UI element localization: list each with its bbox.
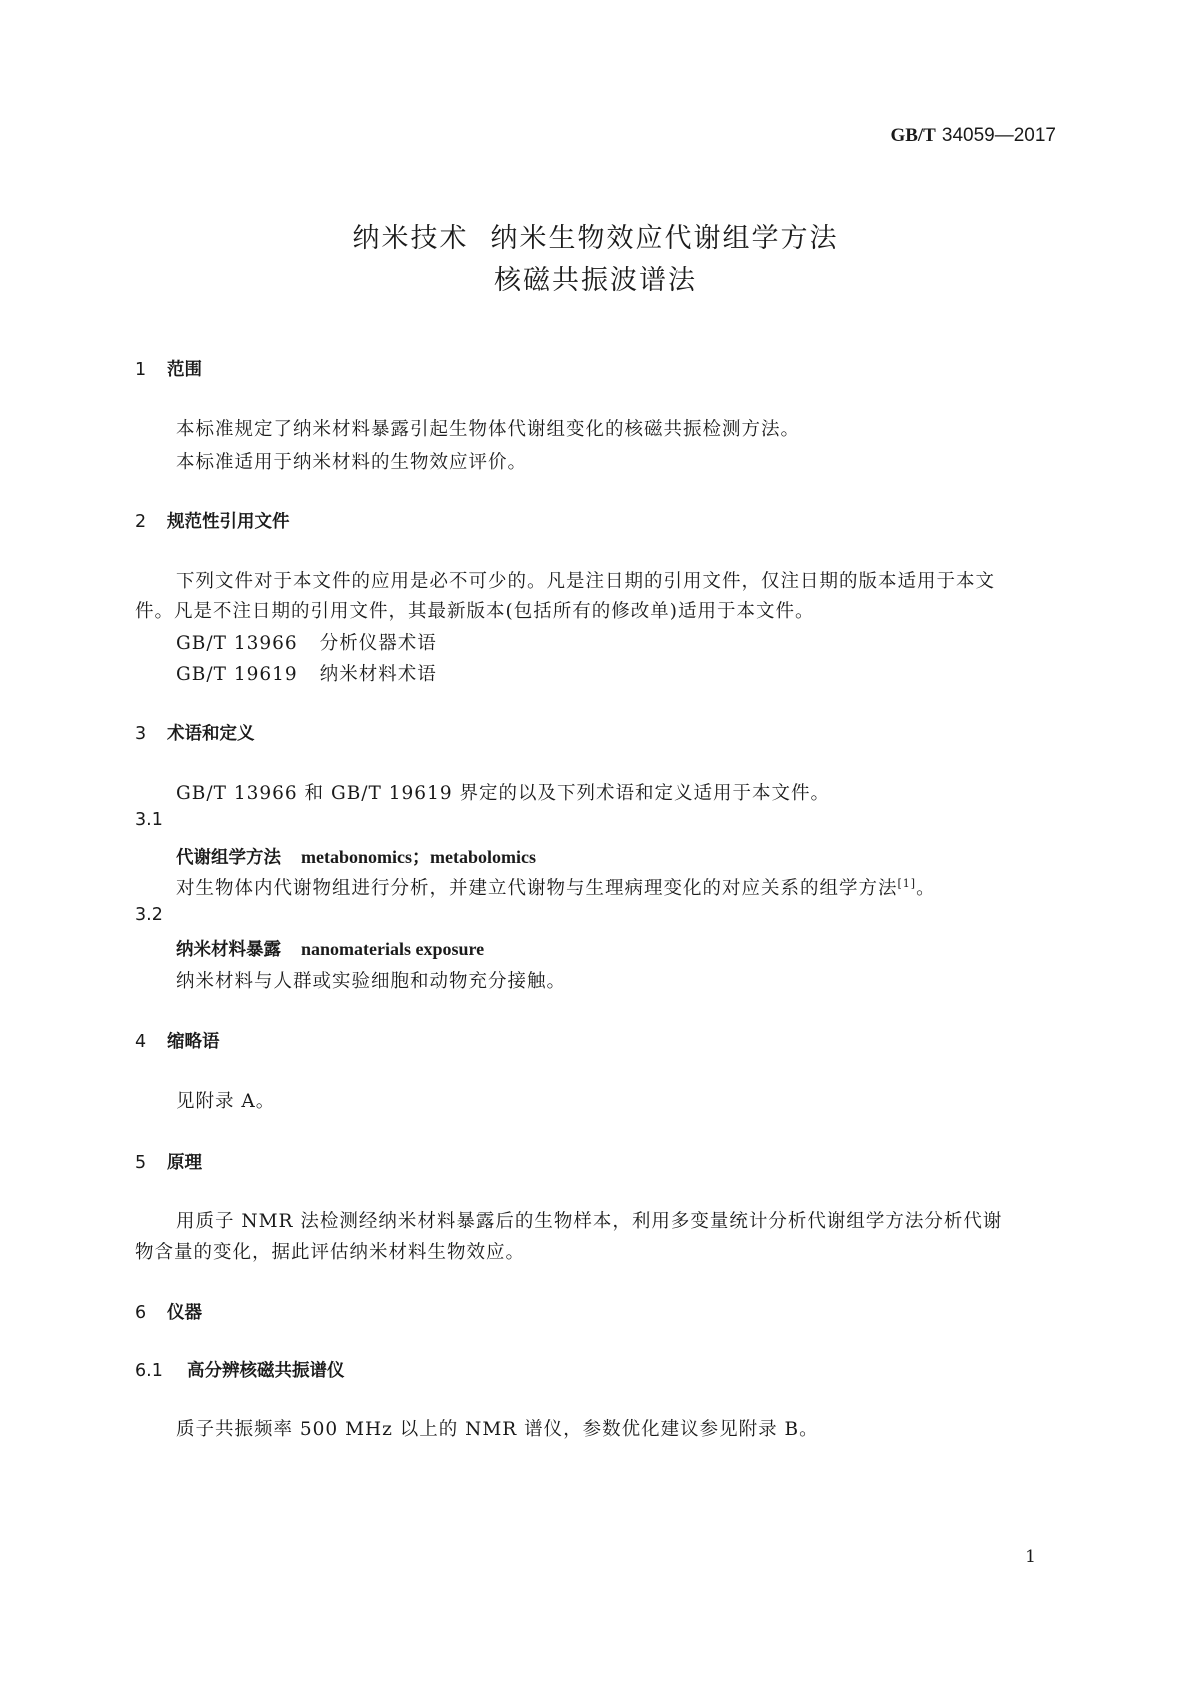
section-4-heading (135, 1028, 220, 1053)
section-1-para-1: 本标准规定了纳米材料暴露引起生物体代谢组变化的核磁共振检测方法。 (176, 419, 801, 440)
section-title: 原理 (167, 1153, 202, 1173)
term-3-2-definition: 纳米材料与人群或实验细胞和动物充分接触。 (176, 971, 567, 992)
section-1-para-2: 本标准适用于纳米材料的生物效应评价。 (176, 452, 528, 473)
section-number: 6 (135, 1303, 147, 1323)
section-number: 2 (135, 512, 147, 532)
term-cn: 纳米材料暴露 (176, 940, 281, 960)
section-title: 缩略语 (167, 1032, 220, 1052)
page-number: 1 (1025, 1547, 1036, 1567)
term-3-1-number: 3.1 (135, 810, 163, 830)
section-title: 规范性引用文件 (167, 512, 290, 532)
document-title-line1 (0, 216, 1191, 255)
section-number: 1 (135, 360, 147, 380)
section-3-heading (135, 720, 255, 745)
reference-item (176, 660, 437, 686)
term-3-2-number: 3.2 (135, 905, 163, 925)
term-3-1-definition (176, 874, 936, 900)
section-5-heading (135, 1149, 202, 1174)
title-part1: 纳米技术 (352, 223, 469, 254)
section-title: 范围 (167, 360, 202, 380)
term-3-1-title (176, 843, 536, 869)
subsection-title: 高分辨核磁共振谱仪 (187, 1361, 345, 1381)
document-title-line2: 核磁共振波谱法 (494, 265, 697, 296)
title-part2: 纳米生物效应代谢组学方法 (490, 223, 839, 254)
section-2-heading (135, 508, 290, 533)
section-title: 仪器 (167, 1303, 202, 1323)
section-number: 4 (135, 1032, 147, 1052)
citation-ref: [1] (897, 876, 917, 890)
reference-item (176, 629, 437, 655)
reference-name: 分析仪器术语 (319, 633, 437, 654)
section-3-para-1: GB/T 13966 和 GB/T 19619 界定的以及下列术语和定义适用于本文件。 (176, 783, 830, 804)
reference-code: GB/T 13966 (176, 633, 298, 654)
subsection-number: 6.1 (135, 1361, 163, 1381)
term-def: 对生物体内代谢物组进行分析，并建立代谢物与生理病理变化的对应关系的组学方法 (176, 878, 898, 899)
section-6-para-1: 质子共振频率 500 MHz 以上的 NMR 谱仪，参数优化建议参见附录 B。 (176, 1419, 819, 1440)
term-en: nanomaterials exposure (301, 939, 485, 959)
standard-code-prefix: GB/T (890, 125, 936, 146)
reference-name: 纳米材料术语 (319, 664, 437, 685)
section-4-para-1: 见附录 A。 (176, 1091, 276, 1112)
reference-code: GB/T 19619 (176, 664, 298, 685)
section-2-para-line-1: 下列文件对于本文件的应用是必不可少的。凡是注日期的引用文件，仅注日期的版本适用于本文 (176, 571, 996, 592)
section-1-heading (135, 356, 202, 381)
term-3-2-title (176, 936, 484, 961)
section-2-para-line-2: 件。凡是不注日期的引用文件，其最新版本(包括所有的修改单)适用于本文件。 (135, 601, 815, 622)
section-number: 3 (135, 724, 147, 744)
section-5-para-line-1: 用质子 NMR 法检测经纳米材料暴露后的生物样本，利用多变量统计分析代谢组学方法分析代谢 (176, 1211, 1003, 1232)
subsection-6-1-heading (135, 1357, 345, 1382)
section-number: 5 (135, 1153, 147, 1173)
standard-code-number: 34059—2017 (941, 125, 1056, 146)
term-def-end: 。 (916, 878, 936, 899)
section-5-para-line-2: 物含量的变化，据此评估纳米材料生物效应。 (135, 1242, 526, 1263)
section-6-heading (135, 1299, 202, 1324)
standard-number (890, 124, 1056, 147)
section-title: 术语和定义 (167, 724, 255, 744)
term-en: metabonomics；metabolomics (301, 847, 536, 867)
term-cn: 代谢组学方法 (176, 848, 281, 868)
